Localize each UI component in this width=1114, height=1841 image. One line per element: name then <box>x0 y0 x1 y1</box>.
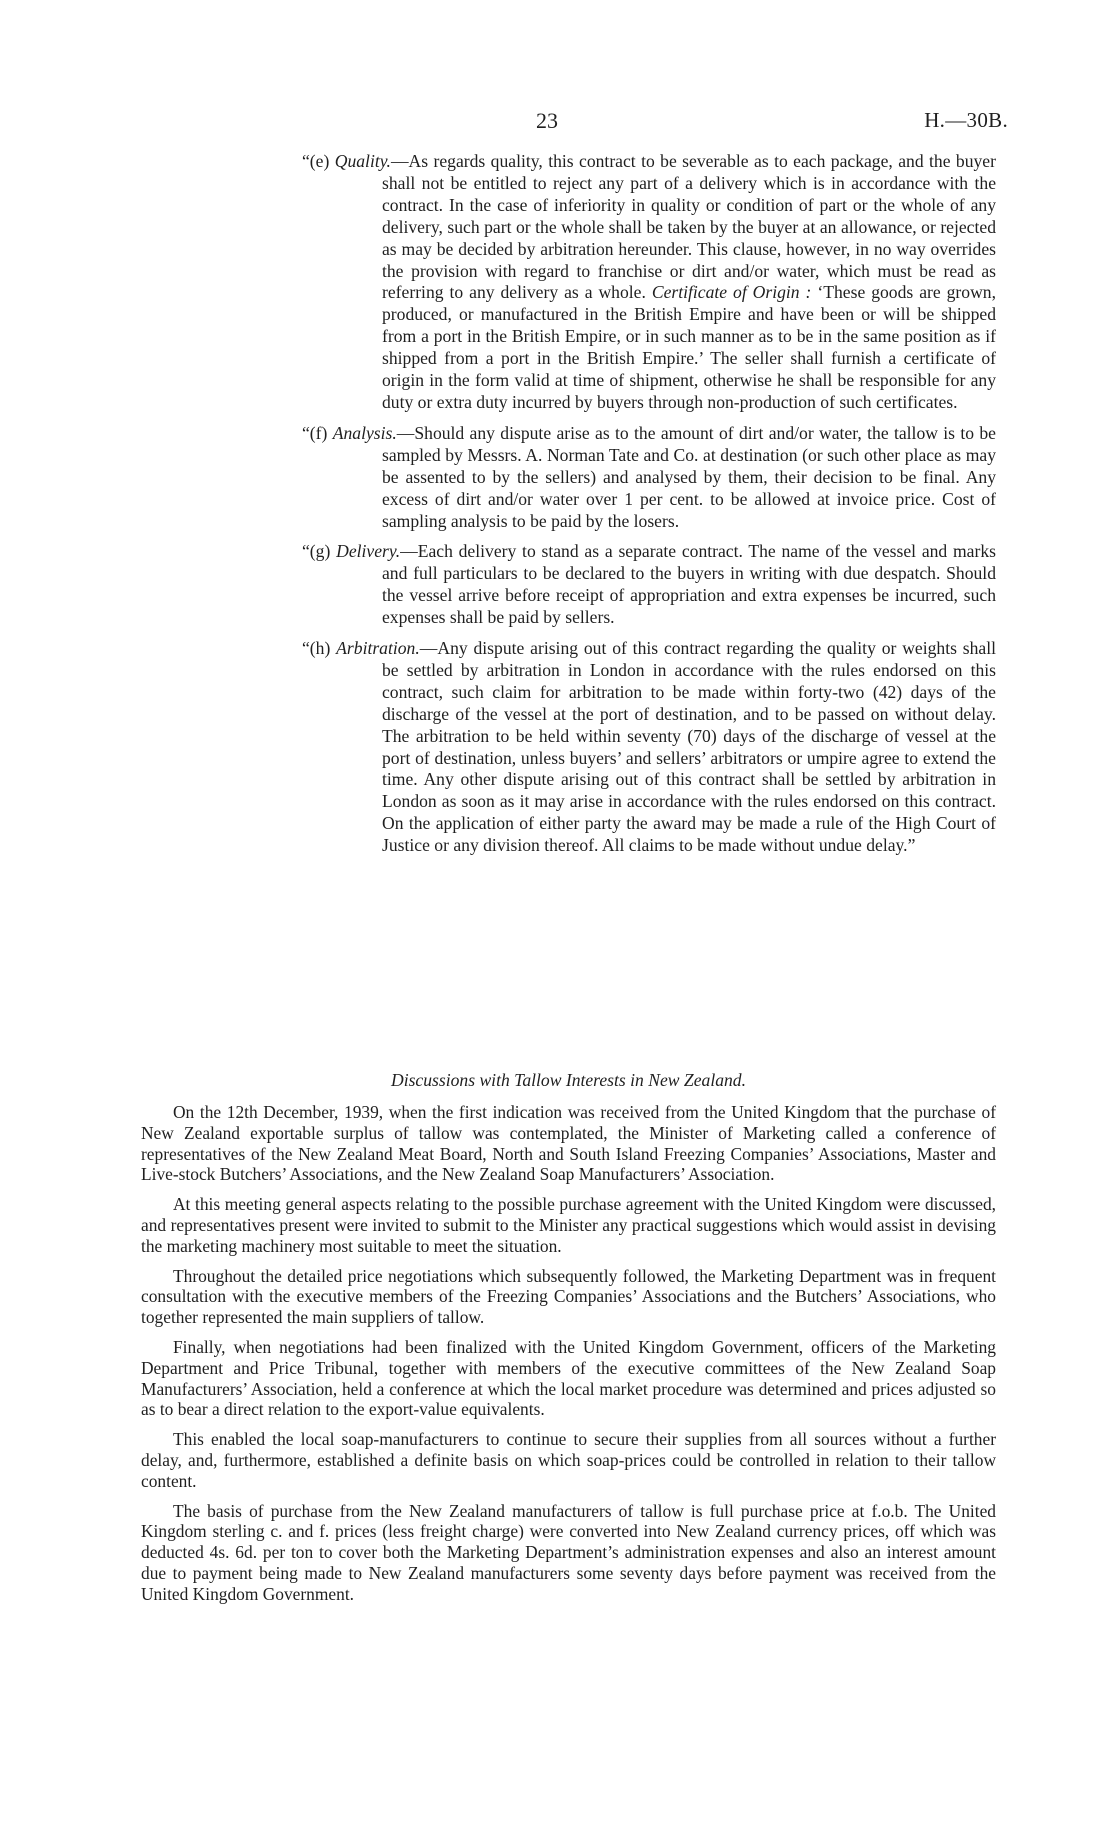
clause-title: Delivery. <box>336 541 401 562</box>
page-header <box>0 108 1114 138</box>
clause-text: —Any dispute arising out of this contract regarding the quality or weights shall be settled by arbitration in London in accordance with the rules endorsed on this contract, such claim for arbitration to be made within forty-two (42) days of the discharge of the vessel at the port of destination, and to be passed on without delay. The arbitration to be held within seventy (70) days of the discharge of vessel at the port of destination, unless buyers’ and sellers’ arbitrators or umpire agree to extend the time. Any other dispute arising out of this contract shall be settled by arbitration in London as soon as it may arise in accordance with the rules endorsed on this contract. On the application of either party the award may be made a rule of the High Court of Justice or any division thereof. All claims to be made without undue delay.” <box>382 638 996 856</box>
paragraph: Finally, when negotiations had been finalized with the United Kingdom Government, officers of the Marketing Department and Price Tribunal, together with members of the executive committees of the New Zealand Soap Manufacturers’ Association, held a conference at which the local market procedure was determined and prices adjusted so as to bear a direct relation to the export-value equivalents. <box>141 1336 996 1420</box>
contract-clauses <box>302 151 996 866</box>
clause-subtitle: Certificate of Origin : <box>651 282 812 303</box>
clause-marker: “(f) <box>302 422 328 443</box>
section-heading: Discussions with Tallow Interests in New Zealand. <box>390 1070 746 1090</box>
clause-title: Quality. <box>334 151 391 171</box>
page-number: 23 <box>536 108 558 133</box>
clause-delivery <box>302 541 996 629</box>
clause-analysis <box>302 423 996 533</box>
discussions-section <box>141 1069 996 1614</box>
paragraph: This enabled the local soap-manufacturers to continue to secure their supplies from all sources without a further delay, and, furthermore, established a definite basis on which soap-prices could be controlled in relation to their tallow content. <box>141 1429 996 1491</box>
document-reference: H.—30B. <box>924 108 1008 132</box>
clause-marker: “(h) <box>302 638 331 659</box>
clause-marker: “(e) <box>302 151 330 171</box>
paragraph: The basis of purchase from the New Zealand manufacturers of tallow is full purchase price at f.o.b. The United Kingdom sterling c. and f. prices (less freight charge) were converted into New Zealand currency prices, off which was deducted 4s. 6d. per ton to cover both the Marketing Department’s administration expenses and also an interest amount due to payment being made to New Zealand manufacturers some seventy days before payment was received from the United Kingdom Government. <box>141 1500 996 1604</box>
clause-quality <box>302 151 996 414</box>
paragraph: Throughout the detailed price negotiations which subsequently followed, the Marketing Department was in frequent consultation with the executive members of the Freezing Companies’ Associations and the Butchers’ Associations, who together represented the main suppliers of tallow. <box>141 1265 996 1328</box>
paragraph: At this meeting general aspects relating to the possible purchase agreement with the United Kingdom were discussed, and representatives present were invited to submit to the Minister any practical suggestions which would assist in devising the marketing machinery most suitable to meet the situation. <box>141 1194 996 1256</box>
clause-title: Analysis. <box>332 422 397 443</box>
clause-text: —Should any dispute arise as to the amount of dirt and/or water, the tallow is to be sampled by Messrs. A. Norman Tate and Co. at destination (or such other place as may be assented to by the sellers) and analysed by them, their decision to be final. Any excess of dirt and/or water over 1 per cent. to be allowed at invoice price. Cost of sampling analysis to be paid by the losers. <box>382 422 996 531</box>
clause-text-continued: ‘These goods are grown, produced, or manufactured in the British Empire and have been or will be shipped from a port in the British Empire, or in such manner as to be in the same position as if shipped from a port in the British Empire.’ The seller shall furnish a certificate of origin in the form valid at time of shipment, otherwise he shall be responsible for any duty or extra duty incurred by buyers through non-production of such certificates. <box>382 282 996 412</box>
clause-arbitration <box>302 638 996 857</box>
clause-text: —As regards quality, this contract to be severable as to each package, and the buyer shall not be entitled to reject any part of a delivery which is in accordance with the contract. In the case of inferiority in quality or condition of part or the whole of any delivery, such part or the whole shall be taken by the buyer at an allowance, or rejected as may be decided by arbitration hereunder. This clause, however, in no way overrides the provision with regard to franchise or dirt and/or water, which must be read as referring to any delivery as a whole. <box>382 151 996 303</box>
clause-text: —Each delivery to stand as a separate contract. The name of the vessel and marks and full particulars to be declared to the buyers in writing with due despatch. Should the vessel arrive before receipt of appropriation and extra expenses be incurred, such expenses shall be paid by sellers. <box>382 541 996 628</box>
clause-title: Arbitration. <box>336 638 420 659</box>
clause-marker: “(g) <box>302 541 331 562</box>
paragraph: On the 12th December, 1939, when the first indication was received from the United Kingdom that the purchase of New Zealand exportable surplus of tallow was contemplated, the Minister of Marketing called a conference of representatives of the New Zealand Meat Board, North and South Island Freezing Companies’ Associations, Master and Live-stock Butchers’ Associations, and the New Zealand Soap Manufacturers’ Association. <box>141 1102 996 1185</box>
